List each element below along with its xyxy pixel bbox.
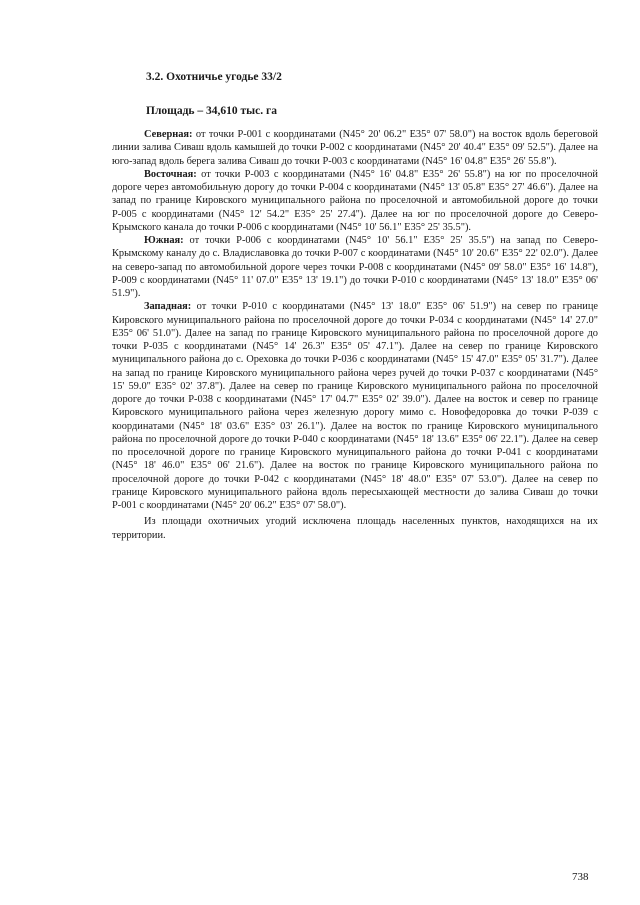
direction-label-west: Западная: xyxy=(144,301,192,313)
paragraph-east xyxy=(112,168,598,234)
paragraph-text-south: от точки Р-006 с координатами (N45° 10' 56.1" E35° 25' 35.5") на запад по Северо-Крымскому каналу до с. Владиславовка до точки Р-007 с координатами (N45° 10' 20.6" E35° 22' 02.0"). Далее на северо-запад по автомобильной дороге через точки Р-008 с координатами (N45° 09' 58.0" E35° 16' 14.8"), Р-009 с координатами (N45° 11' 07.0" E35° 13' 19.1") до точки Р-010 с координатами (N45° 13' 18.0" E35° 06' 51.9"). xyxy=(112,235,598,299)
area-heading: Площадь – 34,610 тыс. га xyxy=(146,105,277,117)
document-body xyxy=(112,128,598,542)
paragraph-west xyxy=(112,300,598,512)
paragraph-exclusion xyxy=(112,515,598,542)
direction-label-north: Северная: xyxy=(144,129,193,140)
section-title: 3.2. Охотничье угодье 33/2 xyxy=(146,71,282,83)
direction-label-east: Восточная: xyxy=(144,168,197,180)
paragraph-south xyxy=(112,234,598,300)
paragraph-north xyxy=(112,128,598,168)
paragraph-text-north: от точки Р-001 с координатами (N45° 20' 06.2" E35° 07' 58.0") на восток вдоль береговой линии залива Сиваш вдоль камышей до точки Р-002 с координатами (N45° 20' 40.4" E35° 09' 52.5"). Далее на юго-запад вдоль берега залива Сиваш до точки Р-003 с координатами (N45° 16' 04.8" E35° 26' 55.8"). xyxy=(112,129,598,167)
paragraph-text-west: от точки Р-010 с координатами (N45° 13' 18.0" E35° 06' 51.9") на север по границе Кировского муниципального района по проселочной дороге до точки Р-034 с координатами (N45° 14' 27.0" E35° 06' 51.0"). Далее на запад по границе Кировского муниципального района по проселочной дороге до точки Р-035 с координатами (N45° 14' 26.3" E35° 05' 47.1"). Далее на север по границе Кировского муниципального района до с. Ореховка до точки Р-036 с координатами (N45° 15' 47.0" E35° 05' 31.7"). Далее на запад по границе Кировского муниципального района через ручей до точки Р-037 с координатами (N45° 15' 59.0" E35° 02' 37.8"). Далее на север по границе Кировского муниципального района по проселочной дороге до точки Р-038 с координатами (N45° 17' 04.7" E35° 02' 39.0"). Далее на восток и север по границе Кировского муниципального района через железную дорогу мимо с. Новофедоровка до точки Р-039 с координатами (N45° 18' 03.6" E35° 03' 26.1"). Далее на восток по границе Кировского муниципального района по проселочной дороге до точки Р-040 с координатами (N45° 18' 13.6" E35° 06' 22.1"). Далее на север по проселочной дороге по границе Кировского муниципального района до точки Р-041 с координатами (N45° 18' 46.0" E35° 06' 21.6"). Далее на восток по границе Кировского муниципального района по проселочной дороге до точки Р-042 с координатами (N45° 18' 48.0" E35° 07' 53.0"). Далее на север по границе Кировского муниципального района вдоль пересыхающей местности до залива Сиваш до точки Р-001 с координатами (N45° 20' 06.2" E35° 07' 58.0"). xyxy=(112,301,598,511)
paragraph-text-exclusion: Из площади охотничьих угодий исключена площадь населенных пунктов, находящихся на их территории. xyxy=(112,516,598,541)
direction-label-south: Южная: xyxy=(144,235,184,246)
paragraph-text-east: от точки Р-003 с координатами (N45° 16' 04.8" E35° 26' 55.8") на юг по проселочной дороге через автомобильную дорогу до точки Р-004 с координатами (N45° 13' 05.8" E35° 27' 46.6"). Далее на запад по границе Кировского муниципального района по проселочной и автомобильной дороге до точки Р-005 с координатами (N45° 12' 54.2" E35° 25' 27.4"). Далее на юг по проселочной дороге до Северо-Крымского канала до точки Р-006 с координатами (N45° 10' 56.1" E35° 25' 35.5"). xyxy=(112,168,598,233)
page-number: 738 xyxy=(572,871,589,883)
